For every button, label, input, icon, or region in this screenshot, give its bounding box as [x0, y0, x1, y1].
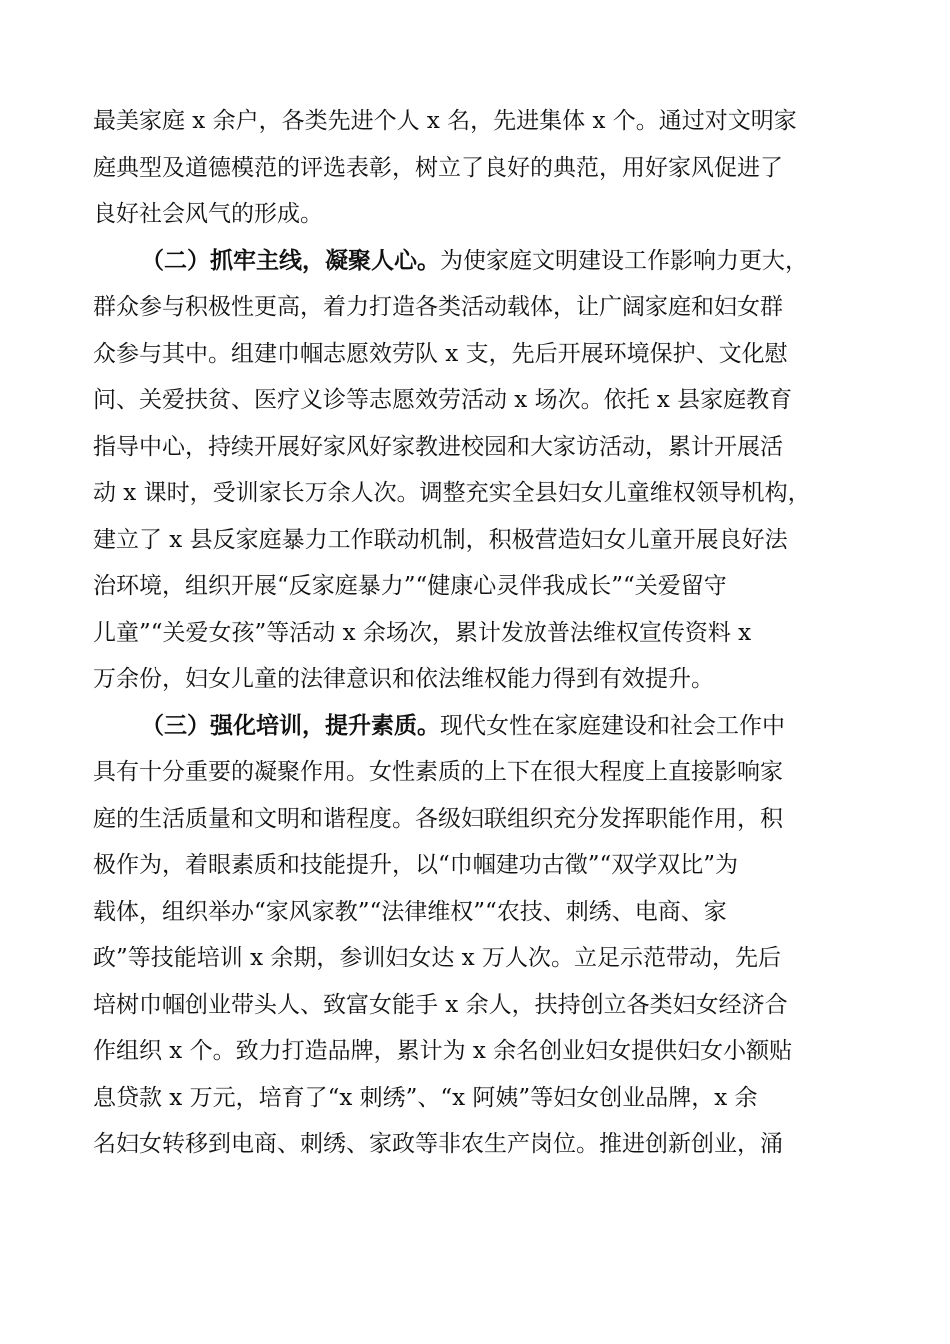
- paragraph-2-line-5: 指导中心，持续开展好家风好家教进校园和大家访活动，累计开展活: [93, 433, 783, 460]
- paragraph-3-line-7: 培树巾帼创业带头人、致富女能手 x 余人，扶持创立各类妇女经济合: [93, 991, 788, 1018]
- paragraph-2-line-8: 治环境，组织开展“反家庭暴力”“健康心灵伴我成长”“关爱留守: [93, 573, 727, 599]
- paragraph-1-line-1: 最美家庭 x 余户，各类先进个人 x 名，先进集体 x 个。通过对文明家: [93, 108, 797, 134]
- paragraph-3-line-9: 息贷款 x 万元，培育了“x 刺绣”、“x 阿姨”等妇女创业品牌，x 余: [93, 1084, 758, 1111]
- paragraph-3-heading: （三）强化培训，提升素质。: [141, 712, 440, 739]
- paragraph-1-line-3: 良好社会风气的形成。: [93, 201, 323, 227]
- paragraph-2-line-7: 建立了 x 县反家庭暴力工作联动机制，积极营造妇女儿童开展良好法: [93, 526, 788, 553]
- paragraph-2-heading: （二）抓牢主线，凝聚人心。: [141, 247, 440, 274]
- paragraph-3-first-line: [93, 703, 863, 750]
- paragraph-2: [93, 238, 863, 703]
- paragraph-2-first-line: [93, 238, 863, 285]
- paragraph-3-line-10: 名妇女转移到电商、刺绣、家政等非农生产岗位。推进创新创业，涌: [93, 1131, 783, 1157]
- paragraph-2-first-line-text: 为使家庭文明建设工作影响力更大，: [440, 247, 808, 274]
- paragraph-3-first-line-text: 现代女性在家庭建设和社会工作中: [440, 712, 785, 739]
- paragraph-3-line-3: 庭的生活质量和文明和谐程度。各级妇联组织充分发挥职能作用，积: [93, 805, 783, 832]
- paragraph-2-line-9: 儿童”“关爱女孩”等活动 x 余场次，累计发放普法维权宣传资料 x: [93, 619, 752, 646]
- paragraph-1: [93, 98, 863, 238]
- paragraph-3-line-6: 政”等技能培训 x 余期，参训妇女达 x 万人次。立足示范带动，先后: [93, 945, 781, 971]
- paragraph-2-line-4: 问、关爱扶贫、医疗义诊等志愿效劳活动 x 场次。依托 x 县家庭教育: [93, 387, 793, 413]
- paragraph-3-line-8: 作组织 x 个。致力打造品牌，累计为 x 余名创业妇女提供妇女小额贴: [93, 1038, 793, 1064]
- paragraph-2-line-10: 万余份，妇女儿童的法律意识和依法维权能力得到有效提升。: [93, 666, 714, 692]
- document-body: [93, 98, 863, 1168]
- paragraph-3-line-2: 具有十分重要的凝聚作用。女性素质的上下在很大程度上直接影响家: [93, 759, 783, 785]
- paragraph-3: [93, 703, 863, 1168]
- paragraph-3-line-5: 载体，组织举办“家风家教”“法律维权”“农技、刺绣、电商、家: [93, 898, 727, 925]
- paragraph-2-line-3: 众参与其中。组建巾帼志愿效劳队 x 支，先后开展环境保护、文化慰: [93, 340, 788, 367]
- paragraph-3-line-4: 极作为，着眼素质和技能提升，以“巾帼建功古徵”“双学双比”为: [93, 852, 739, 878]
- paragraph-2-line-2: 群众参与积极性更高，着力打造各类活动载体，让广阔家庭和妇女群: [93, 294, 783, 320]
- paragraph-1-line-2: 庭典型及道德模范的评选表彰，树立了良好的典范，用好家风促进了: [93, 154, 783, 181]
- paragraph-2-line-6: 动 x 课时，受训家长万余人次。调整充实全县妇女儿童维权领导机构，: [93, 480, 811, 506]
